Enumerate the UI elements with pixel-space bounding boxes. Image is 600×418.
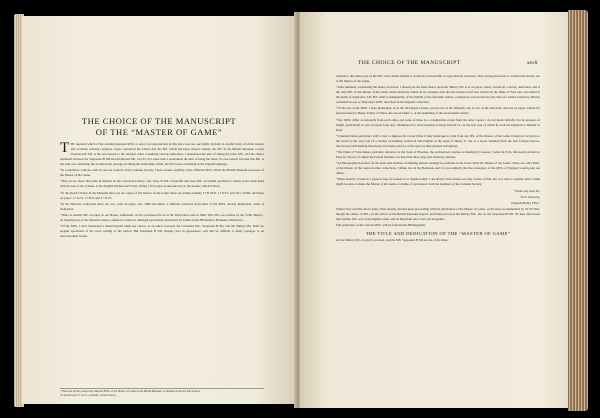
left-page	[22, 16, 296, 404]
left-paragraph: “Of the MSS. I have mentioned I should myself make my choice, as an editor, between the Cottonian MS., Vespasian B XII, and the Shirley MS. Both are elegant specimens of the good writing of the period. But Vespasian B XII, though clear in appearance, will still be difficult to many passages to an unaccustomed reader.	[60, 224, 264, 239]
section-title: THE TITLE AND DEDICATION OF THE “MASTER OF GAME”	[365, 231, 511, 237]
running-head-title: THE CHOICE OF THE MANUSCRIPT	[358, 60, 461, 66]
chapter-title-line-1: THE CHOICE OF THE MANUSCRIPT	[81, 116, 237, 126]
right-paragraph: extends to the earlier part of the MS., but I doubt whether it would be at all needful to copy these in woodcuts. They belong moreover to Gildard and Twety, not to the Master of the Game.	[336, 74, 540, 83]
left-paragraph: “In compliance with the wish of our late Council of the Camden Society, I have looked carefully at the different MSS. which the British Museum possesses of the Master of the Game.	[60, 168, 264, 178]
right-paragraph: As the Shirley MS, on every occasion, and the MS. Vespasian B XII on one of the three	[336, 238, 448, 243]
left-paragraph	[60, 142, 264, 167]
right-paragraph: “Two MSS. differ occasionally from each other, and some of these in a considerable extent from the other copies. I do not mean verbally, but in passages of length, particularly in one of square folio size, illuminated for and presented to King Edward IV., in the first year of which he took the kingdom to himself as head.	[336, 117, 540, 132]
signoff-line: “Yours, my dear Sir,	[513, 188, 540, 193]
footnotes	[60, 388, 264, 398]
footnote: ² It should read 17 A LV., probably a clerical error.	[60, 394, 117, 397]
right-page-body	[336, 74, 540, 244]
drop-cap: T	[60, 140, 70, 156]
running-head	[300, 60, 568, 70]
right-paragraph: “These should, at least in a general way, be looked at or inquired after. I am afraid I have made too long a letter of this, but it is only to explain what I think might be done to make the Master of the Game a volume of real interest with the members of the Camden Society.	[336, 177, 540, 187]
left-paragraph: “In the Harleian Collection there are two, both on paper; nos. 5086 and 6824, a different redaction from most of the MSS. already mentioned, some of dedication.	[60, 201, 264, 211]
right-paragraph: Full particulars of the various MSS. will be found in the Bibliography.	[336, 223, 426, 228]
right-paragraph: “After minutely considering the matter, however, I should put the final choice upon the Shirley MS. It is on paper clearly written in a strong, dark hand, and is the only MS. of the Master of the Game which distinctly names in its colophon-title that the treatise itself was written by the Duke of York who was killed at the battle of Agincourt. The MS. itself is indisputably of the middle of the fifteenth century, completely corroborated by the title of a ballad written by Shirley contained in one of Thursday's MSS. described in his Dugdale collection.	[336, 85, 540, 105]
right-paragraph: “A bibliographical preface on the sport and treatises on hunting should certainly be prefixed to the book called the Master of the Game. There are other MSS. of the Master of the Game in other collections. I think, two in the Bodleian, and it is not unlikely that the catalogues of the MSS. of England would point out others.	[336, 161, 540, 176]
right-page	[300, 12, 568, 408]
open-book	[14, 6, 588, 411]
right-paragraph: “I mention these particulars with a view to impress the Council that if they undertake to print from any MS. of the Master of the Game it must not be given to the world as the very text of a treatise on hunting written in Old English in the reign of Henry V., but as a book compiled from the best foreign sources, interwoven with hunting knowledge and home practice of the sport as then pursued in England.	[336, 133, 540, 148]
left-page-body	[60, 142, 264, 240]
right-paragraph: “Of the rest of the MSS. I have mentioned, as in the Old Royal Library, several are of the fifteenth, one or two of the sixteenth, and one on paper written for and presented to Henry, Prince of Wales, the son of James I., at the beginning of the seventeenth century.	[336, 106, 540, 116]
page-number: xxvii	[527, 60, 538, 66]
left-paragraph: “In the Royal Library in the Museum there are six copies of the Master of the Game: three on vellum, namely 17 B XLII, 17 D IV, and 18 C XVIII; and three on paper: 17 A LV, 17 B II, and 17 D VI.	[60, 190, 264, 200]
footnote: ¹ These are all the present-day thirteen MSS. of the Master of Game in the British Museum, as detailed in the list that follows.	[60, 390, 201, 393]
left-paragraph: “There is another MS. on paper in our House, Additional 16,165, purchased for us at Sir John Fenn's sale in 1846. This MS. was written by the ‘John Shirley’, an English poet of the fifteenth century, unknown to Ritson, although particularly mentioned by Tanner in his Bibliotheca Britannico-Hibernica.	[60, 212, 264, 222]
signoff-signature: (Signed) Henry Ellis.”	[511, 200, 540, 205]
chapter-title	[22, 116, 296, 138]
right-page-edges	[568, 10, 588, 411]
right-paragraph: When I first read the above letter, I had already decided upon proceeding with the publication of the Master of Game, on the lines recommended by Sir H. Ellis, though the choice of MS., on the advice of the British Museum experts, had fallen not upon the Shirley MS., but on the Vespasian B XII. We then discovered that another MS. was of the highest value, and an important one is left out altogether.	[336, 207, 540, 222]
signoff-line: “Ever sincerely,	[519, 194, 540, 199]
left-paragraph: “They are no fewer than nine in number. In the Cottonian Library, one; Vesp. B XII, a beautiful and clear MS. on vellum, prefixed to which, in the same hand with the rest of the volume, is the English Gildard and Twety, filling a few pages as introductory to the treatise which follows.	[60, 179, 264, 189]
chapter-title-line-2: OF THE “MASTER OF GAME”	[95, 127, 223, 137]
right-paragraph: “The Duke of York makes particular reference to the book of Phoebus, the well-known treatise on hunting by Gaston, Comte de Foix, afterwards printed at Paris by Verard, of whose the French literature we have had three large and scholarly editions.	[336, 149, 540, 159]
paragraph-text: HE question which of the existing nineteen MSS. to select for reproduction in this place was not one lightly decided. A careful study of all the known and available existing complete copies convinced the editors that the MS. which has been chosen, namely the MS. in the British Museum, Cotton Vespasian B XII, is the one nearest to the original. After consulting various authorities, I abandoned the idea of taking the latter MS., and the choice remained between the Vespasian B XII and Additional MS. 16,165. For some time I entertained the idea of using the latter, for one reason, because this MS. is the only one containing the all-important passage ascribing the authorship of this, the first book on hunting in the English language.	[60, 142, 264, 166]
